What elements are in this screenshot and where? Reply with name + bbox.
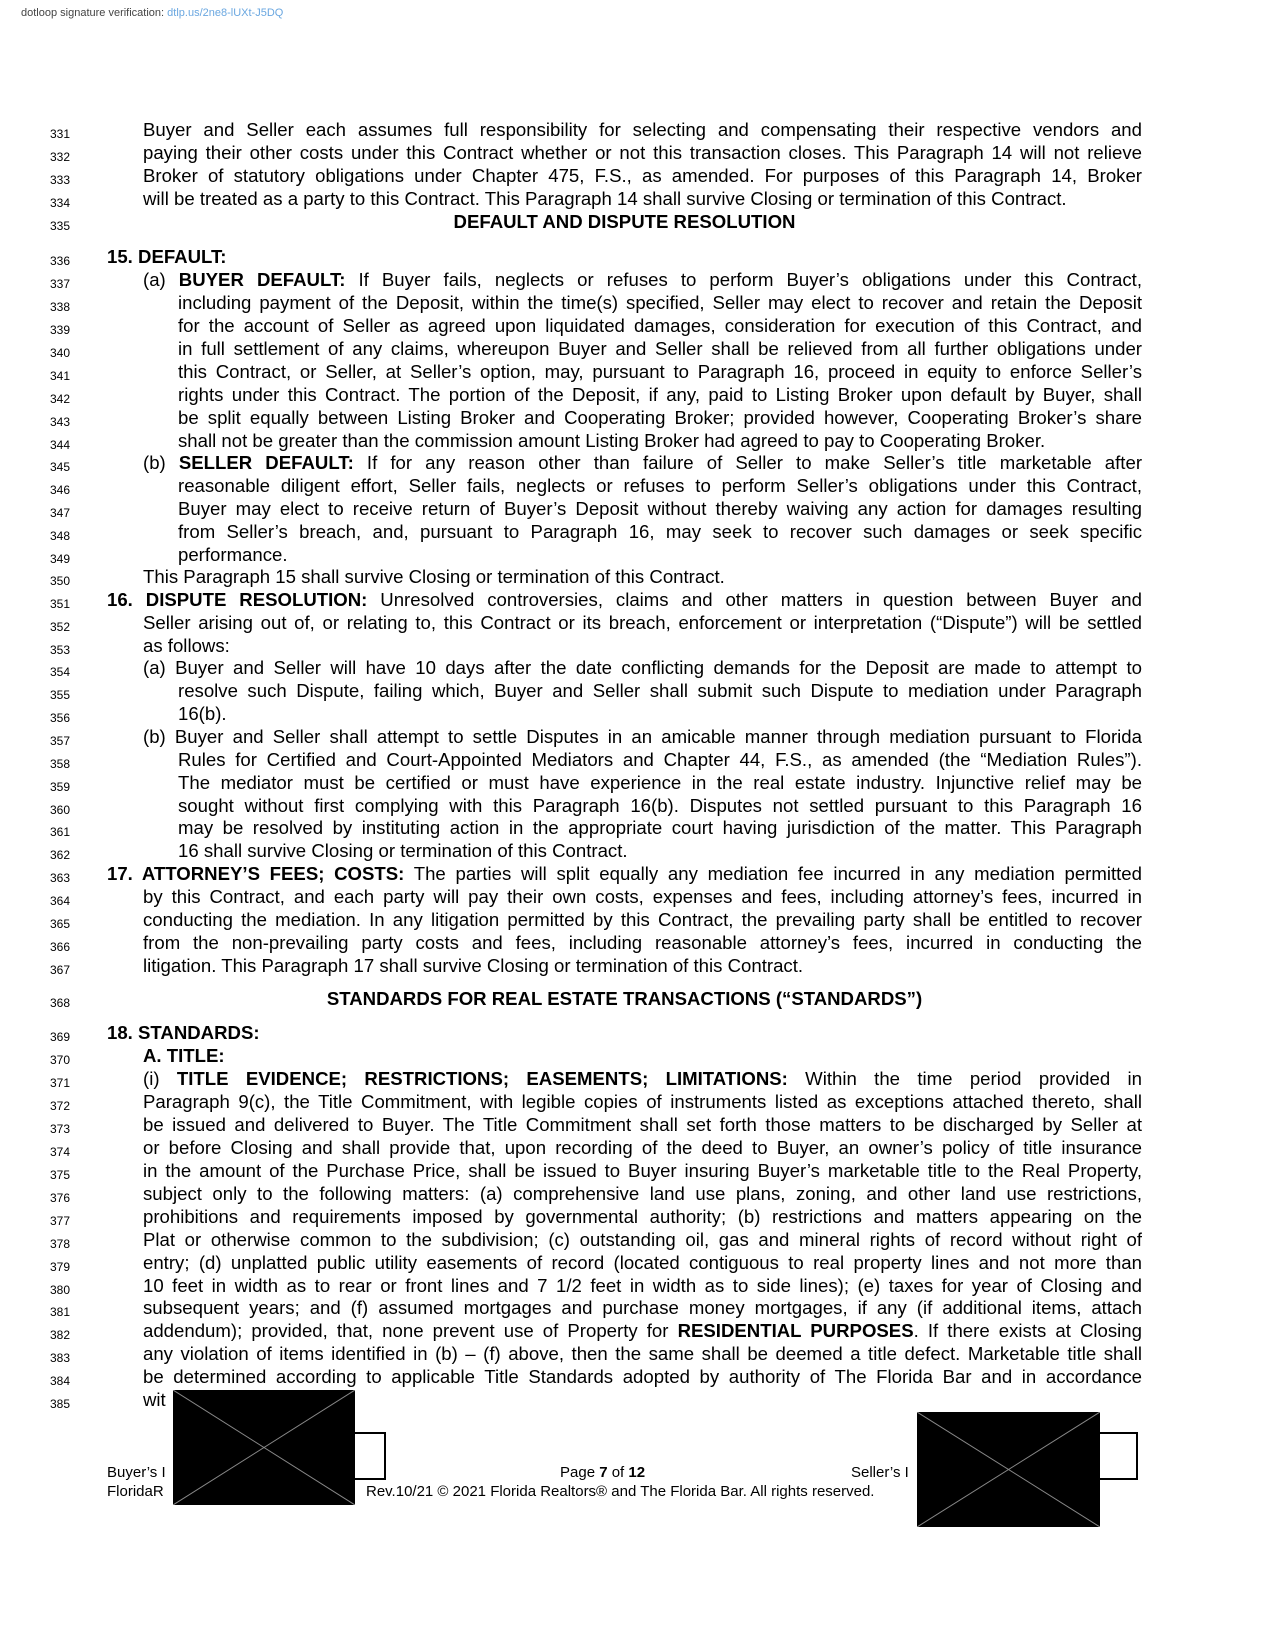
line-number: 370	[49, 1053, 71, 1067]
line-335	[0, 210, 1275, 234]
line-text	[107, 210, 1142, 234]
inline-heading: 16. DISPUTE RESOLUTION:	[107, 589, 368, 610]
line-number: 360	[49, 803, 71, 817]
line-number: 352	[49, 620, 71, 634]
line-text: subject only to the following matters: (a) comprehensive land use plans, zoning, and other land use restrictions,	[143, 1183, 1142, 1204]
line-text: this Contract, or Seller, at Seller’s option, may, pursuant to Paragraph 16, proceed in equity to enforce Seller’s	[178, 361, 1142, 382]
line-331	[0, 118, 1275, 142]
line-number: 349	[49, 552, 71, 566]
line-number: 350	[49, 574, 71, 588]
line-number: 332	[49, 150, 71, 164]
heading-text: A. TITLE:	[143, 1045, 225, 1066]
line-text: subsequent years; and (f) assumed mortgages and purchase money mortgages, if any (if additional items, attach	[143, 1297, 1142, 1318]
line-359	[0, 771, 1275, 795]
line-346	[0, 474, 1275, 498]
line-number: 378	[49, 1237, 71, 1251]
line-365	[0, 908, 1275, 932]
line-text: may be resolved by instituting action in the appropriate court having jurisdiction of the matter. This Paragraph	[178, 817, 1142, 838]
line-text: be issued and delivered to Buyer. The Title Commitment shall set forth those matters to be discharged by Seller at	[143, 1114, 1142, 1135]
line-text: 10 feet in width as to rear or front lines and 7 1/2 feet in width as to side lines); (e) taxes for year of Closing and	[143, 1275, 1142, 1296]
inline-heading: BUYER DEFAULT:	[178, 269, 346, 290]
line-number: 368	[49, 996, 71, 1010]
line-number: 335	[49, 219, 71, 233]
line-number: 369	[49, 1030, 71, 1044]
line-number: 363	[49, 871, 71, 885]
line-text: Buyer and Seller each assumes full responsibility for selecting and compensating their respective vendors and	[143, 119, 1142, 140]
line-text	[107, 245, 227, 269]
line-text: by this Contract, and each party will pay their own costs, expenses and fees, including attorney’s fees, incurred in	[143, 886, 1142, 907]
line-364	[0, 885, 1275, 909]
line-number: 358	[49, 757, 71, 771]
line-373	[0, 1113, 1275, 1137]
line-text: reasonable diligent effort, Seller fails, neglects or refuses to perform Seller’s obligations under this Contract,	[178, 475, 1142, 496]
line-357	[0, 725, 1275, 749]
line-number: 333	[49, 173, 71, 187]
line-369	[0, 1021, 1275, 1045]
line-358	[0, 748, 1275, 772]
line-text: including payment of the Deposit, within the time(s) specified, Seller may elect to recover and retain the Deposit	[178, 292, 1142, 313]
line-number: 381	[49, 1305, 71, 1319]
line-text: shall not be greater than the commission amount Listing Broker had agreed to pay to Cooperating Broker.	[178, 430, 1046, 451]
line-333	[0, 164, 1275, 188]
redaction-x-icon	[917, 1412, 1100, 1527]
line-text: any violation of items identified in (b) – (f) above, then the same shall be deemed a title defect. Marketable title shall	[143, 1343, 1142, 1364]
line-text: (i) TITLE EVIDENCE; RESTRICTIONS; EASEMENTS; LIMITATIONS: Within the time period provided in	[143, 1068, 1142, 1089]
line-343	[0, 406, 1275, 430]
line-text: conducting the mediation. In any litigation permitted by this Contract, the prevailing party shall be entitled to recover	[143, 909, 1142, 930]
heading-text: 18. STANDARDS:	[107, 1022, 260, 1043]
line-351	[0, 588, 1275, 612]
line-number: 380	[49, 1283, 71, 1297]
line-number: 343	[49, 415, 71, 429]
line-345	[0, 451, 1275, 475]
inline-heading: RESIDENTIAL PURPOSES	[677, 1320, 914, 1341]
verification-label: dotloop signature verification:	[21, 7, 165, 19]
line-text: sought without first complying with this Paragraph 16(b). Disputes not settled pursuant to this Paragraph 16	[178, 795, 1142, 816]
line-334	[0, 187, 1275, 211]
line-354	[0, 656, 1275, 680]
line-text: wit	[143, 1389, 166, 1410]
footer-floridar: FloridaR	[107, 1483, 164, 1500]
page-number: Page 7 of 12	[560, 1464, 646, 1481]
line-336	[0, 245, 1275, 269]
line-375	[0, 1159, 1275, 1183]
line-number: 371	[49, 1076, 71, 1090]
line-number: 373	[49, 1122, 71, 1136]
line-number: 376	[49, 1191, 71, 1205]
inline-heading: TITLE EVIDENCE; RESTRICTIONS; EASEMENTS; LIMITATIONS:	[176, 1068, 788, 1089]
line-380	[0, 1274, 1275, 1298]
line-number: 356	[49, 711, 71, 725]
inline-heading: SELLER DEFAULT:	[178, 452, 354, 473]
line-number: 366	[49, 940, 71, 954]
line-361	[0, 816, 1275, 840]
line-text: litigation. This Paragraph 17 shall survive Closing or termination of this Contract.	[143, 955, 804, 976]
line-text: in the amount of the Purchase Price, shall be issued to Buyer insuring Buyer’s marketable title to the Real Property,	[143, 1160, 1142, 1181]
footer-copyright: Rev.10/21 © 2021 Florida Realtors® and The Florida Bar. All rights reserved.	[366, 1483, 875, 1500]
line-362	[0, 839, 1275, 863]
line-355	[0, 679, 1275, 703]
line-374	[0, 1136, 1275, 1160]
line-text: (b) SELLER DEFAULT: If for any reason other than failure of Seller to make Seller’s title marketable after	[143, 452, 1142, 473]
line-text: resolve such Dispute, failing which, Buyer and Seller shall submit such Dispute to mediation under Paragraph	[178, 680, 1142, 701]
line-383	[0, 1342, 1275, 1366]
line-text: Plat or otherwise common to the subdivision; (c) outstanding oil, gas and mineral rights of record without right of	[143, 1229, 1142, 1250]
line-339	[0, 314, 1275, 338]
line-text: entry; (d) unplatted public utility easements of record (located contiguous to real property lines and not more than	[143, 1252, 1142, 1273]
line-text: 16(b).	[178, 703, 227, 724]
line-text: 16. DISPUTE RESOLUTION: Unresolved controversies, claims and other matters in question between Buyer and	[107, 589, 1142, 610]
heading-text: DEFAULT AND DISPUTE RESOLUTION	[453, 211, 796, 232]
line-text: Seller arising out of, or relating to, this Contract or its breach, enforcement or interpretation (“Dispute”) will be settled	[143, 612, 1142, 633]
line-text: paying their other costs under this Contract whether or not this transaction closes. This Paragraph 14 will not relieve	[143, 142, 1142, 163]
line-number: 364	[49, 894, 71, 908]
line-377	[0, 1205, 1275, 1229]
line-number: 347	[49, 506, 71, 520]
line-number: 339	[49, 323, 71, 337]
line-342	[0, 383, 1275, 407]
line-text	[107, 987, 1142, 1011]
line-332	[0, 141, 1275, 165]
line-370	[0, 1044, 1275, 1068]
line-text: (a) Buyer and Seller will have 10 days after the date conflicting demands for the Deposit are made to attempt to	[143, 657, 1142, 678]
line-number: 353	[49, 643, 71, 657]
line-number: 348	[49, 529, 71, 543]
line-text: 17. ATTORNEY’S FEES; COSTS: The parties will split equally any mediation fee incurred in any mediation permitted	[107, 863, 1142, 884]
line-number: 334	[49, 196, 71, 210]
line-text: Broker of statutory obligations under Chapter 475, F.S., as amended. For purposes of this Paragraph 14, Broker	[143, 165, 1142, 186]
line-number: 379	[49, 1260, 71, 1274]
line-349	[0, 543, 1275, 567]
line-number: 338	[49, 300, 71, 314]
line-text: rights under this Contract. The portion of the Deposit, if any, paid to Listing Broker upon default by Buyer, shall	[178, 384, 1142, 405]
line-number: 337	[49, 277, 71, 291]
line-number: 357	[49, 734, 71, 748]
line-367	[0, 954, 1275, 978]
line-378	[0, 1228, 1275, 1252]
line-363	[0, 862, 1275, 886]
line-348	[0, 520, 1275, 544]
line-number: 361	[49, 825, 71, 839]
line-text: (a) BUYER DEFAULT: If Buyer fails, neglects or refuses to perform Buyer’s obligations under this Contract,	[143, 269, 1142, 290]
line-number: 382	[49, 1328, 71, 1342]
line-number: 374	[49, 1145, 71, 1159]
line-381	[0, 1296, 1275, 1320]
line-text: (b) Buyer and Seller shall attempt to settle Disputes in an amicable manner through mediation pursuant to Florida	[143, 726, 1142, 747]
line-366	[0, 931, 1275, 955]
line-number: 336	[49, 254, 71, 268]
line-text: be determined according to applicable Title Standards adopted by authority of The Florida Bar and in accordance	[143, 1366, 1142, 1387]
line-number: 331	[49, 127, 71, 141]
line-number: 365	[49, 917, 71, 931]
line-number: 354	[49, 665, 71, 679]
line-337	[0, 268, 1275, 292]
line-text: from the non-prevailing party costs and fees, including reasonable attorney’s fees, incurred in conducting the	[143, 932, 1142, 953]
line-352	[0, 611, 1275, 635]
line-number: 346	[49, 483, 71, 497]
line-number: 344	[49, 438, 71, 452]
line-text: 16 shall survive Closing or termination of this Contract.	[178, 840, 628, 861]
line-number: 351	[49, 597, 71, 611]
line-text: from Seller’s breach, and, pursuant to Paragraph 16, may seek to recover such damages or seek specific	[178, 521, 1142, 542]
line-text: This Paragraph 15 shall survive Closing or termination of this Contract.	[143, 566, 725, 587]
redacted-initials-seller	[917, 1412, 1100, 1527]
line-number: 342	[49, 392, 71, 406]
line-text	[107, 1021, 260, 1045]
line-350	[0, 565, 1275, 589]
line-347	[0, 497, 1275, 521]
line-text: addendum); provided, that, none prevent use of Property for RESIDENTIAL PURPOSES. If there exists at Closing	[143, 1320, 1142, 1341]
line-number: 385	[49, 1397, 71, 1411]
line-384	[0, 1365, 1275, 1389]
line-number: 375	[49, 1168, 71, 1182]
signature-verification	[21, 7, 283, 19]
line-text: Buyer may elect to receive return of Buyer’s Deposit without thereby waiving any action for damages resulting	[178, 498, 1142, 519]
line-text: performance.	[178, 544, 288, 565]
redacted-initials-buyer	[173, 1390, 355, 1505]
line-number: 341	[49, 369, 71, 383]
line-text: be split equally between Listing Broker and Cooperating Broker; provided however, Cooperating Broker’s share	[178, 407, 1142, 428]
line-text: for the account of Seller as agreed upon liquidated damages, consideration for execution of this Contract, and	[178, 315, 1142, 336]
line-379	[0, 1251, 1275, 1275]
heading-text: STANDARDS FOR REAL ESTATE TRANSACTIONS (“STANDARDS”)	[326, 988, 923, 1009]
line-text: in full settlement of any claims, whereupon Buyer and Seller shall be relieved from all further obligations under	[178, 338, 1142, 359]
line-number: 359	[49, 780, 71, 794]
line-text: Paragraph 9(c), the Title Commitment, with legible copies of instruments listed as exceptions attached thereto, shall	[143, 1091, 1142, 1112]
footer-seller-initials: Seller’s I	[851, 1464, 909, 1481]
line-number: 372	[49, 1099, 71, 1113]
line-text: The mediator must be certified or must have experience in the real estate industry. Injunctive relief may be	[178, 772, 1142, 793]
line-number: 367	[49, 963, 71, 977]
line-text: as follows:	[143, 635, 230, 656]
line-340	[0, 337, 1275, 361]
line-number: 345	[49, 460, 71, 474]
buyer-initial-box[interactable]	[352, 1432, 386, 1480]
line-368	[0, 987, 1275, 1011]
line-text	[143, 1044, 225, 1068]
line-number: 377	[49, 1214, 71, 1228]
line-text: or before Closing and shall provide that, upon recording of the deed to Buyer, an owner’s policy of title insurance	[143, 1137, 1142, 1158]
line-number: 340	[49, 346, 71, 360]
line-341	[0, 360, 1275, 384]
line-text: Rules for Certified and Court-Appointed Mediators and Chapter 44, F.S., as amended (the “Mediation Rules”).	[178, 749, 1142, 770]
line-371	[0, 1067, 1275, 1091]
line-number: 355	[49, 688, 71, 702]
line-338	[0, 291, 1275, 315]
line-382	[0, 1319, 1275, 1343]
line-376	[0, 1182, 1275, 1206]
line-356	[0, 702, 1275, 726]
line-number: 384	[49, 1374, 71, 1388]
line-text: prohibitions and requirements imposed by governmental authority; (b) restrictions and matters appearing on the	[143, 1206, 1142, 1227]
footer-buyer-initials: Buyer’s I	[107, 1464, 166, 1481]
line-353	[0, 634, 1275, 658]
inline-heading: 17. ATTORNEY’S FEES; COSTS:	[107, 863, 405, 884]
redaction-x-icon	[173, 1390, 355, 1505]
heading-text: 15. DEFAULT:	[107, 246, 227, 267]
line-372	[0, 1090, 1275, 1114]
line-360	[0, 794, 1275, 818]
line-344	[0, 429, 1275, 453]
line-number: 362	[49, 848, 71, 862]
seller-initial-box[interactable]	[1098, 1432, 1138, 1480]
verification-link[interactable]: dtlp.us/2ne8-lUXt-J5DQ	[167, 7, 284, 19]
line-number: 383	[49, 1351, 71, 1365]
line-text: will be treated as a party to this Contract. This Paragraph 14 shall survive Closing or termination of this Contract.	[143, 188, 1067, 209]
